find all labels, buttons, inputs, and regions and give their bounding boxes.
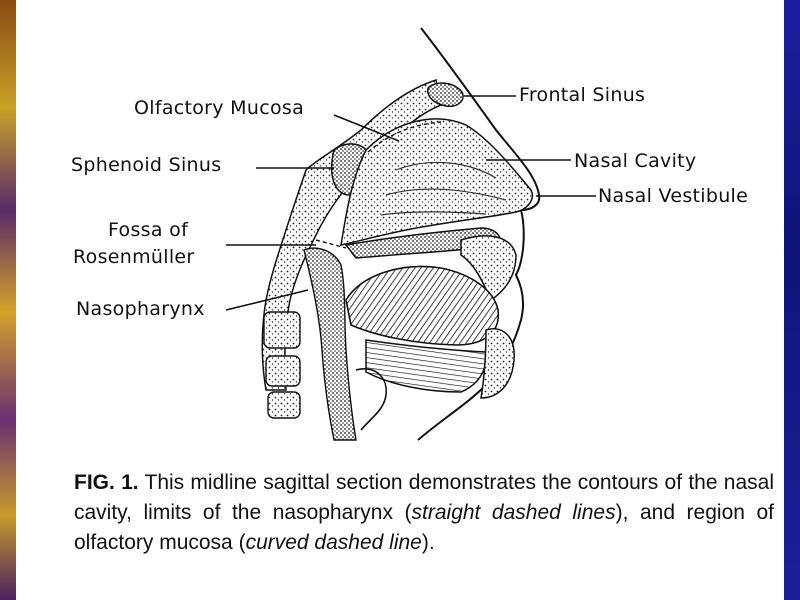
figure-panel [16,0,784,600]
label-nasal-cavity: Nasal Cavity [574,150,697,172]
label-olfactory-mucosa: Olfactory Mucosa [134,97,305,119]
tongue [346,267,498,345]
larynx [356,369,386,430]
mandible [481,329,514,398]
caption-text-3: ). [421,531,435,554]
left-texture-strip [0,0,16,600]
label-fossa-line1: Fossa of [108,219,189,241]
caption-fig-number: FIG. 1. [74,471,139,494]
floor-of-mouth-muscle [366,340,486,392]
label-fossa-line2: Rosenmüller [73,246,195,268]
label-sphenoid-sinus: Sphenoid Sinus [71,154,222,176]
caption-text-1: This midline sagittal section demonstrates the contours of the nasal cavity, limits of the nasopharynx ( [74,471,774,524]
figure-caption [74,468,774,558]
label-nasopharynx: Nasopharynx [76,298,205,320]
label-nasal-vestibule: Nasal Vestibule [598,185,749,207]
pharynx-wall [304,248,356,440]
caption-italic-2: curved dashed line [245,531,422,554]
caption-text-2: ), and region of olfactory mucosa ( [74,501,774,554]
cervical-vertebrae [264,312,300,418]
caption-italic-1: straight dashed lines [411,501,616,524]
label-frontal-sinus: Frontal Sinus [519,84,646,106]
